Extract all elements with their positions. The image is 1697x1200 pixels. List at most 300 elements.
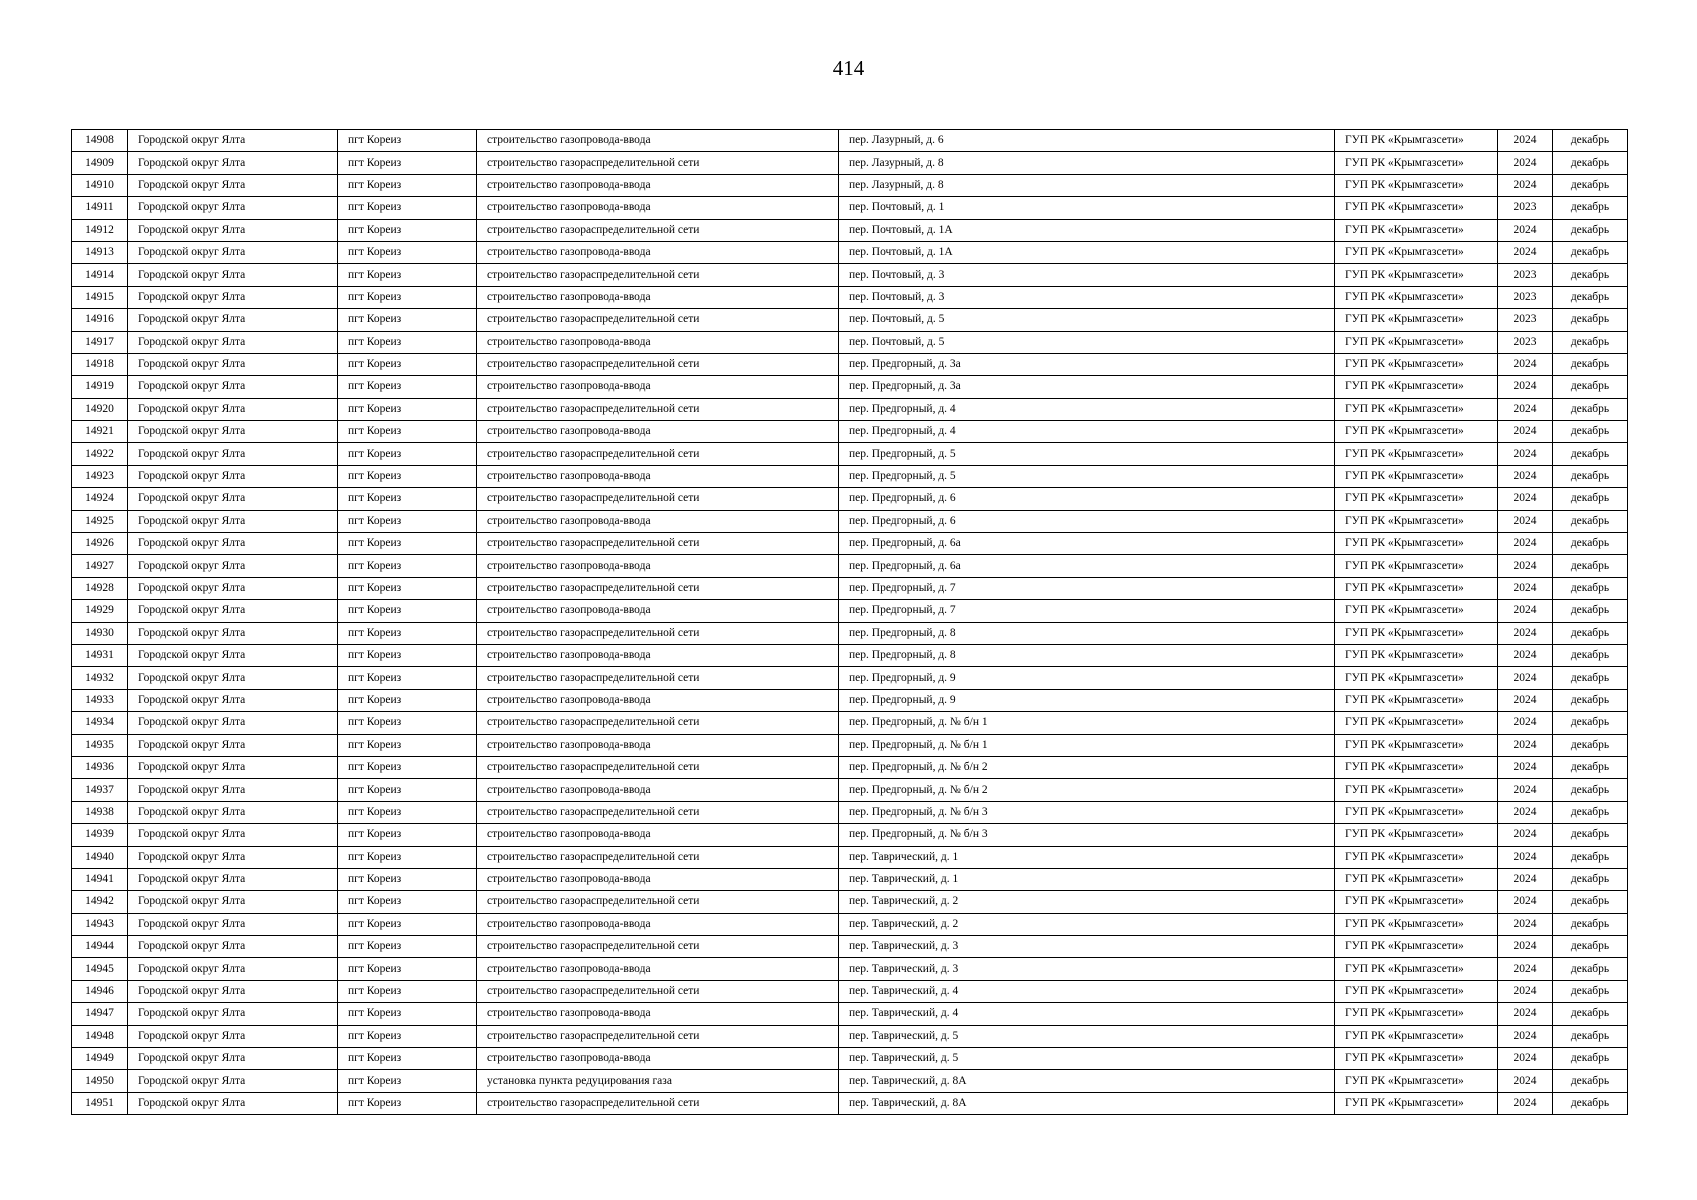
- work-type-cell: строительство газопровода-ввода: [477, 824, 839, 846]
- month-cell: декабрь: [1553, 846, 1628, 868]
- executor-cell: ГУП РК «Крымгазсети»: [1335, 510, 1498, 532]
- year-cell: 2024: [1498, 734, 1553, 756]
- work-type-cell: строительство газопровода-ввода: [477, 1003, 839, 1025]
- executor-cell: ГУП РК «Крымгазсети»: [1335, 533, 1498, 555]
- table-row: [72, 712, 1628, 734]
- year-cell: 2024: [1498, 1070, 1553, 1092]
- row-number-cell: 14928: [72, 577, 128, 599]
- district-cell: Городской округ Ялта: [128, 734, 338, 756]
- month-cell: декабрь: [1553, 1025, 1628, 1047]
- table-row: [72, 644, 1628, 666]
- settlement-cell: пгт Кореиз: [338, 667, 477, 689]
- district-cell: Городской округ Ялта: [128, 174, 338, 196]
- month-cell: декабрь: [1553, 936, 1628, 958]
- settlement-cell: пгт Кореиз: [338, 152, 477, 174]
- table-row: [72, 1003, 1628, 1025]
- year-cell: 2024: [1498, 130, 1553, 152]
- executor-cell: ГУП РК «Крымгазсети»: [1335, 600, 1498, 622]
- year-cell: 2024: [1498, 667, 1553, 689]
- executor-cell: ГУП РК «Крымгазсети»: [1335, 1003, 1498, 1025]
- address-cell: пер. Предгорный, д. № б/н 1: [839, 734, 1335, 756]
- district-cell: Городской округ Ялта: [128, 913, 338, 935]
- executor-cell: ГУП РК «Крымгазсети»: [1335, 577, 1498, 599]
- settlement-cell: пгт Кореиз: [338, 1025, 477, 1047]
- settlement-cell: пгт Кореиз: [338, 264, 477, 286]
- address-cell: пер. Почтовый, д. 5: [839, 331, 1335, 353]
- settlement-cell: пгт Кореиз: [338, 219, 477, 241]
- work-type-cell: строительство газопровода-ввода: [477, 868, 839, 890]
- work-type-cell: строительство газопровода-ввода: [477, 644, 839, 666]
- work-type-cell: строительство газораспределительной сети: [477, 533, 839, 555]
- year-cell: 2024: [1498, 152, 1553, 174]
- year-cell: 2024: [1498, 600, 1553, 622]
- month-cell: декабрь: [1553, 1070, 1628, 1092]
- year-cell: 2024: [1498, 712, 1553, 734]
- settlement-cell: пгт Кореиз: [338, 174, 477, 196]
- table-row: [72, 353, 1628, 375]
- table-row: [72, 980, 1628, 1002]
- table-row: [72, 891, 1628, 913]
- month-cell: декабрь: [1553, 891, 1628, 913]
- executor-cell: ГУП РК «Крымгазсети»: [1335, 488, 1498, 510]
- executor-cell: ГУП РК «Крымгазсети»: [1335, 801, 1498, 823]
- row-number-cell: 14913: [72, 241, 128, 263]
- row-number-cell: 14947: [72, 1003, 128, 1025]
- district-cell: Городской округ Ялта: [128, 465, 338, 487]
- year-cell: 2024: [1498, 555, 1553, 577]
- district-cell: Городской округ Ялта: [128, 667, 338, 689]
- settlement-cell: пгт Кореиз: [338, 801, 477, 823]
- month-cell: декабрь: [1553, 913, 1628, 935]
- month-cell: декабрь: [1553, 1048, 1628, 1070]
- executor-cell: ГУП РК «Крымгазсети»: [1335, 331, 1498, 353]
- settlement-cell: пгт Кореиз: [338, 533, 477, 555]
- settlement-cell: пгт Кореиз: [338, 130, 477, 152]
- work-type-cell: строительство газопровода-ввода: [477, 600, 839, 622]
- month-cell: декабрь: [1553, 331, 1628, 353]
- work-type-cell: строительство газораспределительной сети: [477, 1092, 839, 1114]
- year-cell: 2023: [1498, 309, 1553, 331]
- row-number-cell: 14945: [72, 958, 128, 980]
- executor-cell: ГУП РК «Крымгазсети»: [1335, 779, 1498, 801]
- table-row: [72, 600, 1628, 622]
- settlement-cell: пгт Кореиз: [338, 734, 477, 756]
- row-number-cell: 14926: [72, 533, 128, 555]
- executor-cell: ГУП РК «Крымгазсети»: [1335, 734, 1498, 756]
- address-cell: пер. Таврический, д. 4: [839, 980, 1335, 1002]
- row-number-cell: 14910: [72, 174, 128, 196]
- address-cell: пер. Лазурный, д. 6: [839, 130, 1335, 152]
- executor-cell: ГУП РК «Крымгазсети»: [1335, 913, 1498, 935]
- address-cell: пер. Предгорный, д. 3а: [839, 376, 1335, 398]
- district-cell: Городской округ Ялта: [128, 219, 338, 241]
- row-number-cell: 14923: [72, 465, 128, 487]
- row-number-cell: 14936: [72, 756, 128, 778]
- settlement-cell: пгт Кореиз: [338, 868, 477, 890]
- address-cell: пер. Почтовый, д. 3: [839, 264, 1335, 286]
- executor-cell: ГУП РК «Крымгазсети»: [1335, 152, 1498, 174]
- settlement-cell: пгт Кореиз: [338, 622, 477, 644]
- year-cell: 2024: [1498, 913, 1553, 935]
- year-cell: 2023: [1498, 331, 1553, 353]
- table-row: [72, 286, 1628, 308]
- executor-cell: ГУП РК «Крымгазсети»: [1335, 1048, 1498, 1070]
- month-cell: декабрь: [1553, 555, 1628, 577]
- district-cell: Городской округ Ялта: [128, 398, 338, 420]
- row-number-cell: 14908: [72, 130, 128, 152]
- work-type-cell: строительство газопровода-ввода: [477, 689, 839, 711]
- month-cell: декабрь: [1553, 801, 1628, 823]
- table-row: [72, 241, 1628, 263]
- row-number-cell: 14915: [72, 286, 128, 308]
- month-cell: декабрь: [1553, 980, 1628, 1002]
- table-row: [72, 824, 1628, 846]
- year-cell: 2024: [1498, 443, 1553, 465]
- district-cell: Городской округ Ялта: [128, 622, 338, 644]
- district-cell: Городской округ Ялта: [128, 1070, 338, 1092]
- work-type-cell: строительство газораспределительной сети: [477, 264, 839, 286]
- table-row: [72, 1092, 1628, 1114]
- work-type-cell: строительство газопровода-ввода: [477, 421, 839, 443]
- district-cell: Городской округ Ялта: [128, 846, 338, 868]
- year-cell: 2024: [1498, 868, 1553, 890]
- executor-cell: ГУП РК «Крымгазсети»: [1335, 958, 1498, 980]
- table-row: [72, 555, 1628, 577]
- settlement-cell: пгт Кореиз: [338, 488, 477, 510]
- table-body: [72, 130, 1628, 1115]
- settlement-cell: пгт Кореиз: [338, 756, 477, 778]
- address-cell: пер. Предгорный, д. 8: [839, 622, 1335, 644]
- month-cell: декабрь: [1553, 1092, 1628, 1114]
- month-cell: декабрь: [1553, 286, 1628, 308]
- month-cell: декабрь: [1553, 353, 1628, 375]
- row-number-cell: 14930: [72, 622, 128, 644]
- address-cell: пер. Таврический, д. 4: [839, 1003, 1335, 1025]
- settlement-cell: пгт Кореиз: [338, 510, 477, 532]
- work-type-cell: строительство газораспределительной сети: [477, 891, 839, 913]
- work-type-cell: строительство газопровода-ввода: [477, 913, 839, 935]
- district-cell: Городской округ Ялта: [128, 264, 338, 286]
- district-cell: Городской округ Ялта: [128, 577, 338, 599]
- address-cell: пер. Таврический, д. 1: [839, 846, 1335, 868]
- year-cell: 2024: [1498, 891, 1553, 913]
- address-cell: пер. Предгорный, д. 6: [839, 488, 1335, 510]
- row-number-cell: 14912: [72, 219, 128, 241]
- district-cell: Городской округ Ялта: [128, 868, 338, 890]
- year-cell: 2024: [1498, 465, 1553, 487]
- month-cell: декабрь: [1553, 465, 1628, 487]
- district-cell: Городской округ Ялта: [128, 891, 338, 913]
- settlement-cell: пгт Кореиз: [338, 577, 477, 599]
- row-number-cell: 14939: [72, 824, 128, 846]
- address-cell: пер. Таврический, д. 5: [839, 1025, 1335, 1047]
- address-cell: пер. Предгорный, д. № б/н 2: [839, 779, 1335, 801]
- district-cell: Городской округ Ялта: [128, 1003, 338, 1025]
- year-cell: 2023: [1498, 197, 1553, 219]
- work-type-cell: строительство газопровода-ввода: [477, 465, 839, 487]
- row-number-cell: 14948: [72, 1025, 128, 1047]
- table-row: [72, 913, 1628, 935]
- month-cell: декабрь: [1553, 443, 1628, 465]
- settlement-cell: пгт Кореиз: [338, 913, 477, 935]
- year-cell: 2024: [1498, 376, 1553, 398]
- executor-cell: ГУП РК «Крымгазсети»: [1335, 980, 1498, 1002]
- row-number-cell: 14935: [72, 734, 128, 756]
- table-row: [72, 331, 1628, 353]
- table-row: [72, 868, 1628, 890]
- district-cell: Городской округ Ялта: [128, 779, 338, 801]
- executor-cell: ГУП РК «Крымгазсети»: [1335, 309, 1498, 331]
- work-type-cell: строительство газопровода-ввода: [477, 779, 839, 801]
- work-type-cell: установка пункта редуцирования газа: [477, 1070, 839, 1092]
- month-cell: декабрь: [1553, 868, 1628, 890]
- settlement-cell: пгт Кореиз: [338, 712, 477, 734]
- settlement-cell: пгт Кореиз: [338, 846, 477, 868]
- table-row: [72, 465, 1628, 487]
- district-cell: Городской округ Ялта: [128, 756, 338, 778]
- table-row: [72, 779, 1628, 801]
- month-cell: декабрь: [1553, 1003, 1628, 1025]
- year-cell: 2024: [1498, 1025, 1553, 1047]
- settlement-cell: пгт Кореиз: [338, 1048, 477, 1070]
- year-cell: 2024: [1498, 756, 1553, 778]
- address-cell: пер. Почтовый, д. 1А: [839, 219, 1335, 241]
- district-cell: Городской округ Ялта: [128, 1048, 338, 1070]
- work-type-cell: строительство газораспределительной сети: [477, 667, 839, 689]
- year-cell: 2024: [1498, 689, 1553, 711]
- settlement-cell: пгт Кореиз: [338, 376, 477, 398]
- row-number-cell: 14937: [72, 779, 128, 801]
- table-row: [72, 577, 1628, 599]
- district-cell: Городской округ Ялта: [128, 130, 338, 152]
- row-number-cell: 14920: [72, 398, 128, 420]
- table-row: [72, 443, 1628, 465]
- year-cell: 2024: [1498, 1048, 1553, 1070]
- row-number-cell: 14950: [72, 1070, 128, 1092]
- year-cell: 2024: [1498, 533, 1553, 555]
- work-type-cell: строительство газораспределительной сети: [477, 756, 839, 778]
- year-cell: 2024: [1498, 958, 1553, 980]
- month-cell: декабрь: [1553, 488, 1628, 510]
- settlement-cell: пгт Кореиз: [338, 398, 477, 420]
- row-number-cell: 14916: [72, 309, 128, 331]
- work-type-cell: строительство газораспределительной сети: [477, 443, 839, 465]
- settlement-cell: пгт Кореиз: [338, 1070, 477, 1092]
- row-number-cell: 14925: [72, 510, 128, 532]
- settlement-cell: пгт Кореиз: [338, 331, 477, 353]
- work-type-cell: строительство газораспределительной сети: [477, 980, 839, 1002]
- row-number-cell: 14918: [72, 353, 128, 375]
- work-type-cell: строительство газораспределительной сети: [477, 801, 839, 823]
- executor-cell: ГУП РК «Крымгазсети»: [1335, 689, 1498, 711]
- district-cell: Городской округ Ялта: [128, 443, 338, 465]
- month-cell: декабрь: [1553, 264, 1628, 286]
- executor-cell: ГУП РК «Крымгазсети»: [1335, 353, 1498, 375]
- table-row: [72, 734, 1628, 756]
- table-row: [72, 376, 1628, 398]
- table-row: [72, 219, 1628, 241]
- works-table-container: [71, 129, 1627, 1115]
- work-type-cell: строительство газопровода-ввода: [477, 197, 839, 219]
- year-cell: 2024: [1498, 1092, 1553, 1114]
- row-number-cell: 14909: [72, 152, 128, 174]
- address-cell: пер. Таврический, д. 3: [839, 958, 1335, 980]
- table-row: [72, 689, 1628, 711]
- table-row: [72, 197, 1628, 219]
- district-cell: Городской округ Ялта: [128, 936, 338, 958]
- address-cell: пер. Предгорный, д. 9: [839, 667, 1335, 689]
- executor-cell: ГУП РК «Крымгазсети»: [1335, 891, 1498, 913]
- work-type-cell: строительство газопровода-ввода: [477, 1048, 839, 1070]
- executor-cell: ГУП РК «Крымгазсети»: [1335, 756, 1498, 778]
- district-cell: Городской округ Ялта: [128, 555, 338, 577]
- table-row: [72, 130, 1628, 152]
- settlement-cell: пгт Кореиз: [338, 309, 477, 331]
- settlement-cell: пгт Кореиз: [338, 936, 477, 958]
- district-cell: Городской округ Ялта: [128, 353, 338, 375]
- district-cell: Городской округ Ялта: [128, 958, 338, 980]
- address-cell: пер. Почтовый, д. 5: [839, 309, 1335, 331]
- settlement-cell: пгт Кореиз: [338, 958, 477, 980]
- settlement-cell: пгт Кореиз: [338, 1092, 477, 1114]
- address-cell: пер. Предгорный, д. № б/н 3: [839, 801, 1335, 823]
- work-type-cell: строительство газопровода-ввода: [477, 555, 839, 577]
- table-row: [72, 756, 1628, 778]
- district-cell: Городской округ Ялта: [128, 824, 338, 846]
- settlement-cell: пгт Кореиз: [338, 465, 477, 487]
- address-cell: пер. Предгорный, д. № б/н 2: [839, 756, 1335, 778]
- work-type-cell: строительство газораспределительной сети: [477, 219, 839, 241]
- month-cell: декабрь: [1553, 600, 1628, 622]
- executor-cell: ГУП РК «Крымгазсети»: [1335, 644, 1498, 666]
- month-cell: декабрь: [1553, 689, 1628, 711]
- year-cell: 2024: [1498, 174, 1553, 196]
- executor-cell: ГУП РК «Крымгазсети»: [1335, 421, 1498, 443]
- address-cell: пер. Таврический, д. 2: [839, 913, 1335, 935]
- year-cell: 2024: [1498, 779, 1553, 801]
- address-cell: пер. Предгорный, д. 4: [839, 421, 1335, 443]
- row-number-cell: 14933: [72, 689, 128, 711]
- address-cell: пер. Предгорный, д. 4: [839, 398, 1335, 420]
- address-cell: пер. Почтовый, д. 3: [839, 286, 1335, 308]
- work-type-cell: строительство газопровода-ввода: [477, 376, 839, 398]
- settlement-cell: пгт Кореиз: [338, 689, 477, 711]
- row-number-cell: 14914: [72, 264, 128, 286]
- year-cell: 2024: [1498, 353, 1553, 375]
- month-cell: декабрь: [1553, 958, 1628, 980]
- district-cell: Городской округ Ялта: [128, 1092, 338, 1114]
- table-row: [72, 846, 1628, 868]
- executor-cell: ГУП РК «Крымгазсети»: [1335, 555, 1498, 577]
- executor-cell: ГУП РК «Крымгазсети»: [1335, 824, 1498, 846]
- address-cell: пер. Предгорный, д. № б/н 3: [839, 824, 1335, 846]
- district-cell: Городской округ Ялта: [128, 644, 338, 666]
- row-number-cell: 14946: [72, 980, 128, 1002]
- month-cell: декабрь: [1553, 667, 1628, 689]
- table-row: [72, 936, 1628, 958]
- work-type-cell: строительство газораспределительной сети: [477, 488, 839, 510]
- address-cell: пер. Предгорный, д. 6: [839, 510, 1335, 532]
- executor-cell: ГУП РК «Крымгазсети»: [1335, 219, 1498, 241]
- executor-cell: ГУП РК «Крымгазсети»: [1335, 398, 1498, 420]
- work-type-cell: строительство газораспределительной сети: [477, 712, 839, 734]
- address-cell: пер. Предгорный, д. 3а: [839, 353, 1335, 375]
- district-cell: Городской округ Ялта: [128, 689, 338, 711]
- settlement-cell: пгт Кореиз: [338, 443, 477, 465]
- settlement-cell: пгт Кореиз: [338, 1003, 477, 1025]
- month-cell: декабрь: [1553, 309, 1628, 331]
- district-cell: Городской округ Ялта: [128, 712, 338, 734]
- month-cell: декабрь: [1553, 533, 1628, 555]
- year-cell: 2024: [1498, 936, 1553, 958]
- district-cell: Городской округ Ялта: [128, 331, 338, 353]
- settlement-cell: пгт Кореиз: [338, 980, 477, 1002]
- row-number-cell: 14949: [72, 1048, 128, 1070]
- executor-cell: ГУП РК «Крымгазсети»: [1335, 1092, 1498, 1114]
- table-row: [72, 309, 1628, 331]
- executor-cell: ГУП РК «Крымгазсети»: [1335, 130, 1498, 152]
- month-cell: декабрь: [1553, 152, 1628, 174]
- table-row: [72, 264, 1628, 286]
- year-cell: 2024: [1498, 421, 1553, 443]
- executor-cell: ГУП РК «Крымгазсети»: [1335, 712, 1498, 734]
- address-cell: пер. Лазурный, д. 8: [839, 152, 1335, 174]
- page-number: 414: [832, 56, 865, 80]
- table-row: [72, 174, 1628, 196]
- month-cell: декабрь: [1553, 241, 1628, 263]
- row-number-cell: 14911: [72, 197, 128, 219]
- month-cell: декабрь: [1553, 398, 1628, 420]
- settlement-cell: пгт Кореиз: [338, 197, 477, 219]
- settlement-cell: пгт Кореиз: [338, 286, 477, 308]
- district-cell: Городской округ Ялта: [128, 801, 338, 823]
- table-row: [72, 801, 1628, 823]
- address-cell: пер. Предгорный, д. 6а: [839, 555, 1335, 577]
- year-cell: 2024: [1498, 510, 1553, 532]
- settlement-cell: пгт Кореиз: [338, 421, 477, 443]
- year-cell: 2024: [1498, 577, 1553, 599]
- row-number-cell: 14943: [72, 913, 128, 935]
- district-cell: Городской округ Ялта: [128, 197, 338, 219]
- table-row: [72, 152, 1628, 174]
- row-number-cell: 14927: [72, 555, 128, 577]
- district-cell: Городской округ Ялта: [128, 600, 338, 622]
- month-cell: декабрь: [1553, 734, 1628, 756]
- table-row: [72, 398, 1628, 420]
- row-number-cell: 14929: [72, 600, 128, 622]
- table-row: [72, 958, 1628, 980]
- work-type-cell: строительство газораспределительной сети: [477, 936, 839, 958]
- executor-cell: ГУП РК «Крымгазсети»: [1335, 197, 1498, 219]
- district-cell: Городской округ Ялта: [128, 980, 338, 1002]
- work-type-cell: строительство газопровода-ввода: [477, 174, 839, 196]
- year-cell: 2024: [1498, 824, 1553, 846]
- settlement-cell: пгт Кореиз: [338, 241, 477, 263]
- work-type-cell: строительство газораспределительной сети: [477, 577, 839, 599]
- month-cell: декабрь: [1553, 577, 1628, 599]
- row-number-cell: 14931: [72, 644, 128, 666]
- district-cell: Городской округ Ялта: [128, 376, 338, 398]
- work-type-cell: строительство газопровода-ввода: [477, 286, 839, 308]
- address-cell: пер. Таврический, д. 8А: [839, 1092, 1335, 1114]
- month-cell: декабрь: [1553, 622, 1628, 644]
- month-cell: декабрь: [1553, 174, 1628, 196]
- executor-cell: ГУП РК «Крымгазсети»: [1335, 286, 1498, 308]
- address-cell: пер. Таврический, д. 3: [839, 936, 1335, 958]
- address-cell: пер. Почтовый, д. 1: [839, 197, 1335, 219]
- address-cell: пер. Таврический, д. 1: [839, 868, 1335, 890]
- executor-cell: ГУП РК «Крымгазсети»: [1335, 443, 1498, 465]
